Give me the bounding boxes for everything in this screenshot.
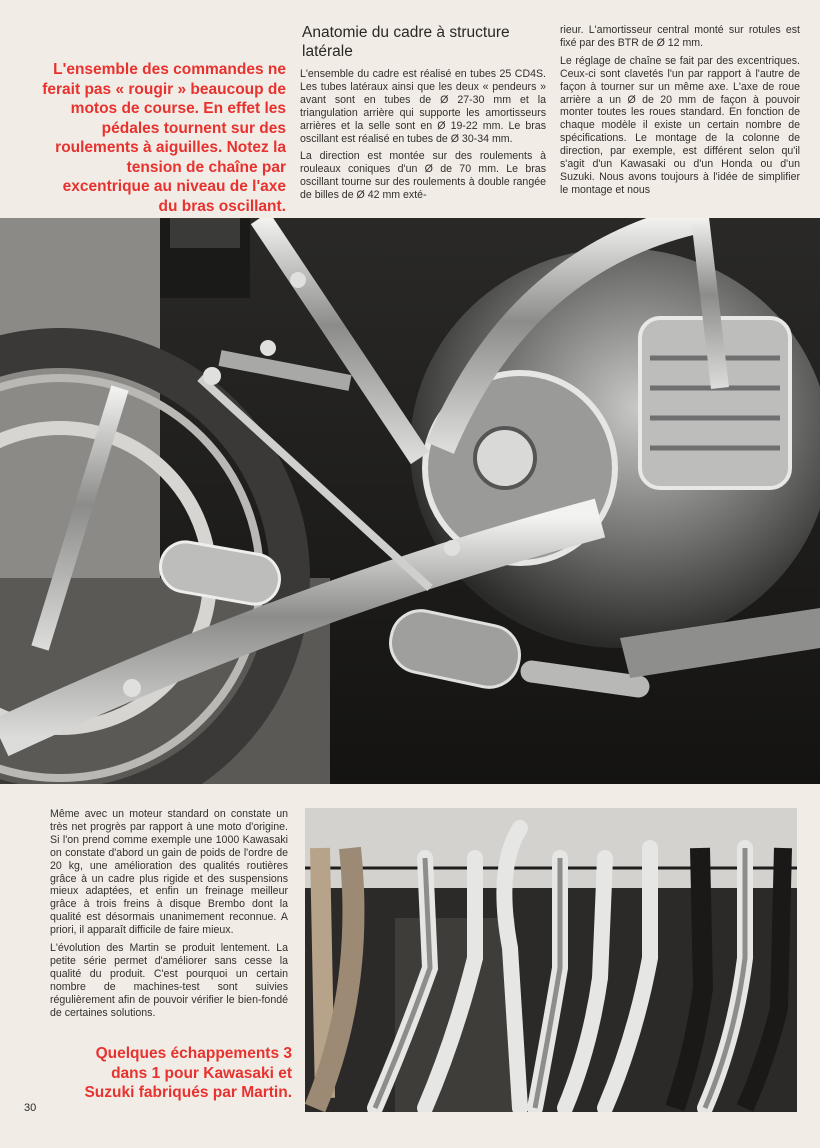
article-column-right xyxy=(560,24,800,202)
section-heading: Anatomie du cadre à structure latérale xyxy=(302,24,510,60)
paragraph: La direction est montée sur des roulements à rouleaux coniques d'un Ø de 70 mm. Le bras oscillant tourne sur des roulements à double rangée de billes de Ø 42 mm exté- xyxy=(300,150,546,202)
page-number: 30 xyxy=(24,1102,37,1114)
exhaust-pipes-photo xyxy=(305,808,797,1112)
paragraph: rieur. L'amortisseur central monté sur rotules est fixé par des BTR de Ø 12 mm. xyxy=(560,24,800,49)
article-column-bottom xyxy=(50,808,288,1025)
paragraph: Le réglage de chaîne se fait par des excentriques. Ceux-ci sont clavetés l'un par rapport à l'autre de façon à tourner sur un même axe. L'axe de roue arrière a un Ø de 20 mm de façon à pouvoir monter toutes les roues standard. En fonction de chaque modèle il existe un certain nombre de spécifications. Le montage de la colonne de direction, par exemple, est différent selon qu'il s'agit d'un Kawasaki ou d'un Honda ou d'un Suzuki. Nous avons toujours à l'idée de simplifier le montage et nous xyxy=(560,54,800,196)
motorcycle-frame-photo xyxy=(0,218,820,784)
paragraph: L'ensemble du cadre est réalisé en tubes 25 CD4S. Les tubes latéraux ainsi que les deux « pendeurs » avant sont en tubes de Ø 27-30 mm et la triangulation arrière qui supporte les amortisseurs arrières et la selle sont en Ø 19-22 mm. Le bras oscillant est réalisé en tubes de Ø 30-34 mm. xyxy=(300,68,546,145)
paragraph: Même avec un moteur standard on constate un très net progrès par rapport à une moto d'origine. Si l'on prend comme exemple une 1000 Kawasaki on constate d'abord un gain de poids de l'ordre de 20 kg, une amélioration des qualités routières grâce à un cadre plus rigide et des suspensions mieux adaptées, et enfin un freinage meilleur grâce à trois freins à disque Brembo dont la qualité est désormais unanimement reconnue. A priori, il apparaît difficile de faire mieux. xyxy=(50,808,288,937)
motorcycle-frame-illustration xyxy=(0,218,820,784)
article-column-middle xyxy=(300,68,546,207)
paragraph: L'évolution des Martin se produit lentement. La petite série permet d'améliorer sans cesse la qualité du produit. C'est pourquoi un certain nombre de machines-test sont suivies régulièrement afin de pouvoir vérifier le bien-fondé de certaines solutions. xyxy=(50,942,288,1019)
photo-caption-top: L'ensemble des commandes ne ferait pas « rougir » beaucoup de motos de course. En effet les pédales tournent sur des roulements à aiguilles. Notez la tension de chaîne par excentrique au niveau de l'axe du bras oscillant. xyxy=(42,61,286,215)
photo-caption-bottom: Quelques échappements 3 dans 1 pour Kawasaki et Suzuki fabriqués par Martin. xyxy=(84,1045,292,1101)
exhaust-pipes-illustration xyxy=(305,808,797,1112)
